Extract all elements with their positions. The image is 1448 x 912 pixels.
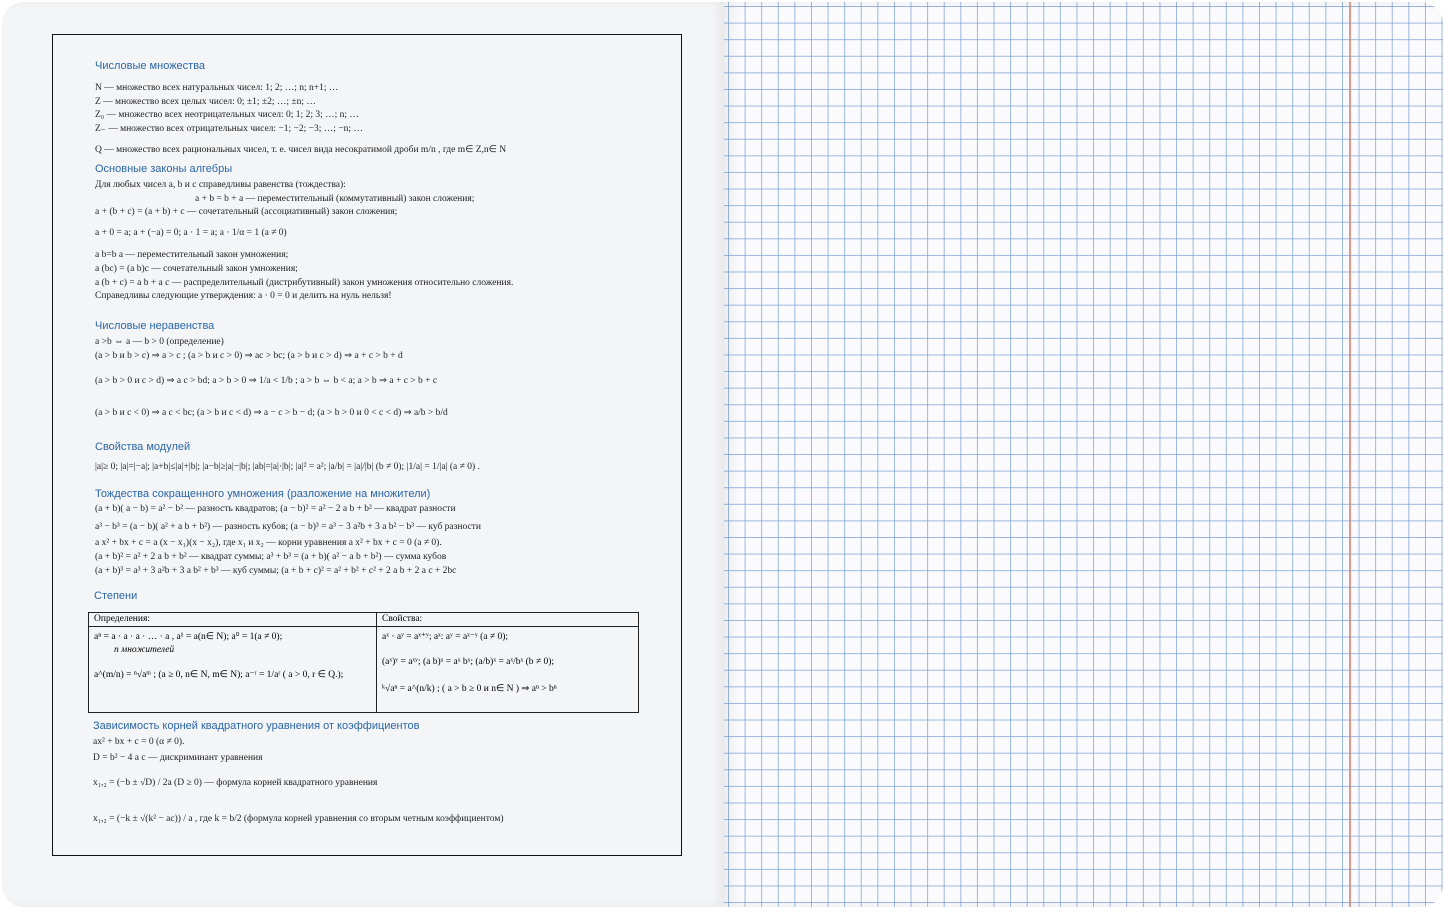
section-sets	[95, 60, 655, 158]
definitions-cell	[89, 627, 377, 713]
formula-line: ᵏ√aⁿ = a^(n/k) ; ( a > b ≥ 0 и n∈ N ) ⇒ aⁿ > bⁿ	[382, 684, 557, 694]
formula-line: (aˣ)ʸ = aˣʸ; (a b)ˣ = aˣ bˣ; (a/b)ˣ = aˣ/bˣ (b ≠ 0);	[382, 657, 555, 667]
text-line: (a > b > 0 и c > d) ⇒ a c > bd; a > b > 0 ⇒ 1/a < 1/b ; a > b ⇔ b < a; a > b ⇒ a + c > b + c	[95, 376, 438, 387]
text-line: Для любых чисел a, b и c справедливы равенства (тождества):	[95, 179, 346, 190]
section-title: Степени	[94, 590, 138, 602]
text-line: a >b ⇔ a — b > 0 (определение)	[95, 336, 224, 347]
text-line: a + (b + c) = (a + b) + c — сочетательный (ассоциативный) закон сложения;	[95, 207, 398, 218]
section-multiplication	[95, 488, 655, 579]
text-line: Z₀ — множество всех неотрицательных чисел: 0; 1; 2; 3; …; n; …	[95, 110, 359, 121]
text-line: (a > b и b > c) ⇒ a > c ; (a > b и c > 0) ⇒ ac > bc; (a > b и c > d) ⇒ a + c > b + d	[95, 350, 403, 361]
formula-line: a^(m/n) = ⁿ√aᵐ ; (a ≥ 0, n∈ N, m∈ N); a⁻ʳ = 1/aʳ ( a > 0, r ∈ Q.);	[94, 670, 344, 680]
text-line: x₁,₂ = (−b ± √D) / 2a (D ≥ 0) — формула корней квадратного уравнения	[93, 778, 378, 789]
text-line: Z₋ — множество всех отрицательных чисел: −1; −2; −3; …; −n; …	[95, 124, 363, 135]
formula-line: aⁿ = a · a · a · … · a , a¹ = a(n∈ N); a⁰ = 1(a ≠ 0);	[94, 632, 283, 642]
text-line: (a + b)² = a² + 2 a b + b² — квадрат суммы; a³ + b³ = (a + b)( a² − a b + b²) — сумма кубов	[95, 552, 447, 563]
text-line: Z — множество всех целых чисел: 0; ±1; ±2; …; ±n; …	[95, 96, 316, 107]
text-line: x₁,₂ = (−k ± √(k² − ac)) / a , где k = b/2 (формула корней уравнения со вторым четным коэффициентом)	[93, 814, 504, 825]
text-line: a + b = b + a — переместительный (коммутативный) закон сложения;	[195, 193, 475, 204]
text-line: a x² + bx + c = a (x − x₁)(x − x₂), где x₁ и x₂ — корни уравнения a x² + bx + c = 0 (a ≠ 0).	[95, 538, 442, 549]
text-line: a (b + c) = a b + a c — распределительный (дистрибутивный) закон умножения относительно сложения.	[95, 277, 514, 288]
text-line: a + 0 = a; a + (−a) = 0; a · 1 = a; a · 1/α = 1 (a ≠ 0)	[95, 228, 287, 239]
margin-line	[1349, 2, 1351, 907]
text-line: a b=b a — переместительный закон умножения;	[95, 249, 289, 260]
section-title: Числовые множества	[95, 60, 206, 72]
section-title: Числовые неравенства	[95, 320, 215, 332]
section-title: Свойства модулей	[95, 441, 191, 453]
section-laws	[95, 163, 655, 304]
text-line: D = b² − 4 a c — дискриминант уравнения	[93, 752, 263, 763]
def-header: Определения:	[89, 613, 377, 627]
section-roots	[93, 720, 653, 827]
section-title: Основные законы алгебры	[95, 163, 233, 175]
section-abs	[95, 441, 655, 475]
formula-note: n множителей	[114, 645, 175, 655]
grid-page	[724, 2, 1443, 907]
section-title: Зависимость корней квадратного уравнения от коэффициентов	[93, 720, 420, 732]
text-line: (a > b и c < 0) ⇒ a c < bc; (a > b и c < d) ⇒ a − c > b − d; (a > b > 0 и 0 < c < d) ⇒ a/b > b/d	[95, 408, 448, 419]
text-line: Q — множество всех рациональных чисел, т. е. чисел вида несократимой дроби m/n , где m∈ Z,n∈ N	[95, 144, 507, 155]
section-title: Тождества сокращенного умножения (разложение на множители)	[95, 488, 431, 500]
text-line: (a + b)( a − b) = a² − b² — разность квадратов; (a − b)² = a² − 2 a b + b² — квадрат разности	[95, 503, 456, 514]
properties-cell	[377, 627, 639, 713]
prop-header: Свойства:	[377, 613, 639, 627]
powers-table	[88, 612, 639, 713]
text-line: (a + b)³ = a³ + 3 a²b + 3 a b² + b³ — куб суммы; (a + b + c)² = a² + b² + c² + 2 a b + 2 a c + 2bc	[95, 565, 457, 576]
text-line: Справедливы следующие утверждения: a · 0 = 0 и делить на нуль нельзя!	[95, 291, 392, 302]
text-line: |a|≥ 0; |a|=|−a|; |a+b|≤|a|+|b|; |a−b|≥|a|−|b|; |ab|=|a|·|b|; |a|² = a²; |a/b| = |a|/|b| (b ≠ 0); |1/a| = 1/|a| (a ≠ 0) .	[95, 461, 480, 472]
text-line: N — множество всех натуральных чисел: 1; 2; …; n; n+1; …	[95, 82, 339, 93]
section-inequalities	[95, 320, 655, 421]
text-line: a (bc) = (a b)c — сочетательный закон умножения;	[95, 263, 298, 274]
formula-line: aˣ · aʸ = aˣ⁺ʸ; aˣ: aʸ = aˣ⁻ʸ (a ≠ 0);	[382, 632, 509, 642]
text-line: a³ − b³ = (a − b)( a² + a b + b²) — разность кубов; (a − b)³ = a³ − 3 a²b + 3 a b² − b³ — куб разности	[95, 521, 481, 532]
section-powers	[94, 590, 654, 606]
text-line: ax² + bx + c = 0 (α ≠ 0).	[93, 736, 185, 747]
